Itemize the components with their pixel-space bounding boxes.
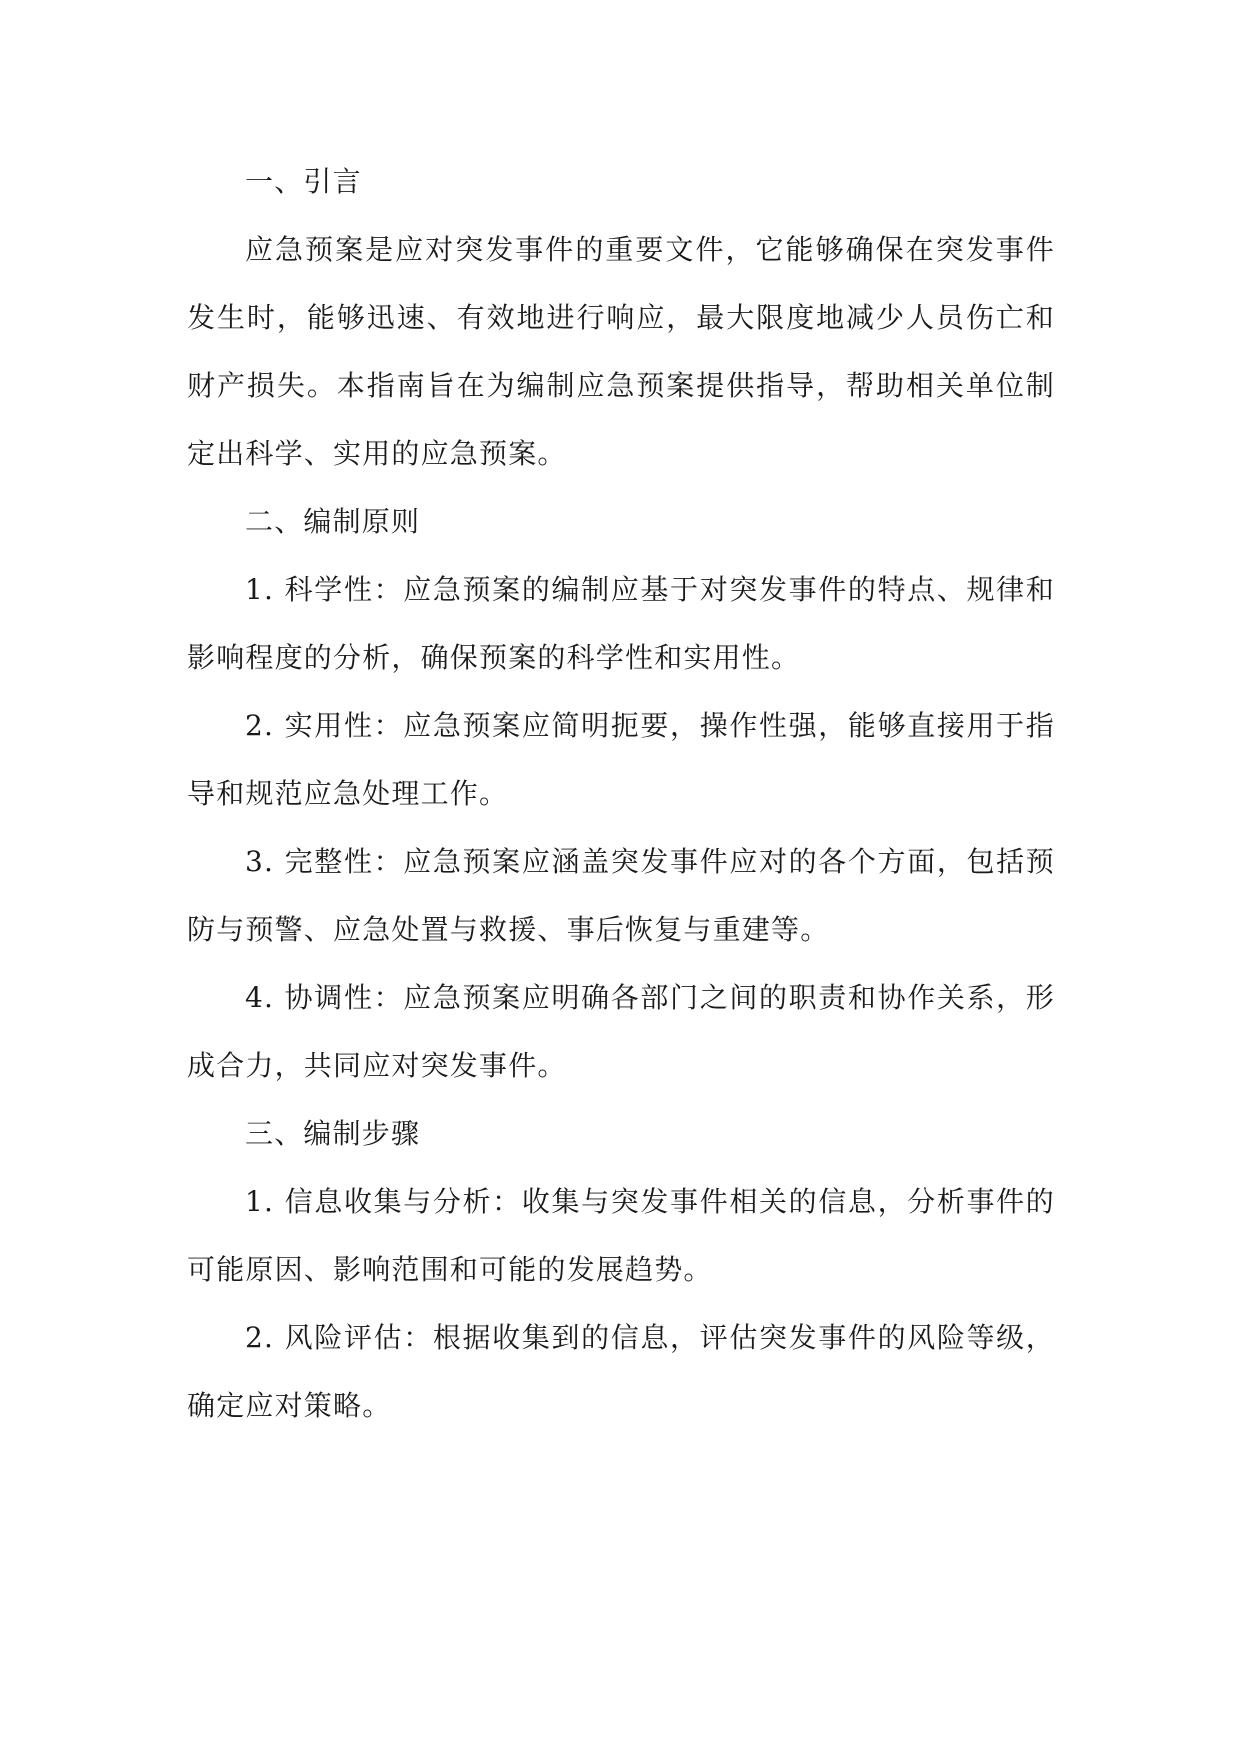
document-body	[187, 148, 1055, 1440]
intro-paragraph: 应急预案是应对突发事件的重要文件，它能够确保在突发事件发生时，能够迅速、有效地进行响应，最大限度地减少人员伤亡和财产损失。本指南旨在为编制应急预案提供指导，帮助相关单位制定出科学、实用的应急预案。	[187, 233, 1055, 470]
principle-item-scientific: 1. 科学性：应急预案的编制应基于对突发事件的特点、规律和影响程度的分析，确保预案的科学性和实用性。	[187, 573, 1055, 674]
step-item-risk-assessment: 2. 风险评估：根据收集到的信息，评估突发事件的风险等级，确定应对策略。	[187, 1321, 1055, 1422]
principle-item-practical: 2. 实用性：应急预案应简明扼要，操作性强，能够直接用于指导和规范应急处理工作。	[187, 709, 1055, 810]
section-heading-principles: 二、编制原则	[245, 505, 421, 538]
step-item-information: 1. 信息收集与分析：收集与突发事件相关的信息，分析事件的可能原因、影响范围和可能的发展趋势。	[187, 1185, 1055, 1286]
section-heading-steps: 三、编制步骤	[245, 1117, 421, 1150]
principle-item-coordination: 4. 协调性：应急预案应明确各部门之间的职责和协作关系，形成合力，共同应对突发事件。	[187, 981, 1055, 1082]
section-heading-introduction: 一、引言	[245, 165, 362, 198]
principle-item-completeness: 3. 完整性：应急预案应涵盖突发事件应对的各个方面，包括预防与预警、应急处置与救援、事后恢复与重建等。	[187, 845, 1055, 946]
